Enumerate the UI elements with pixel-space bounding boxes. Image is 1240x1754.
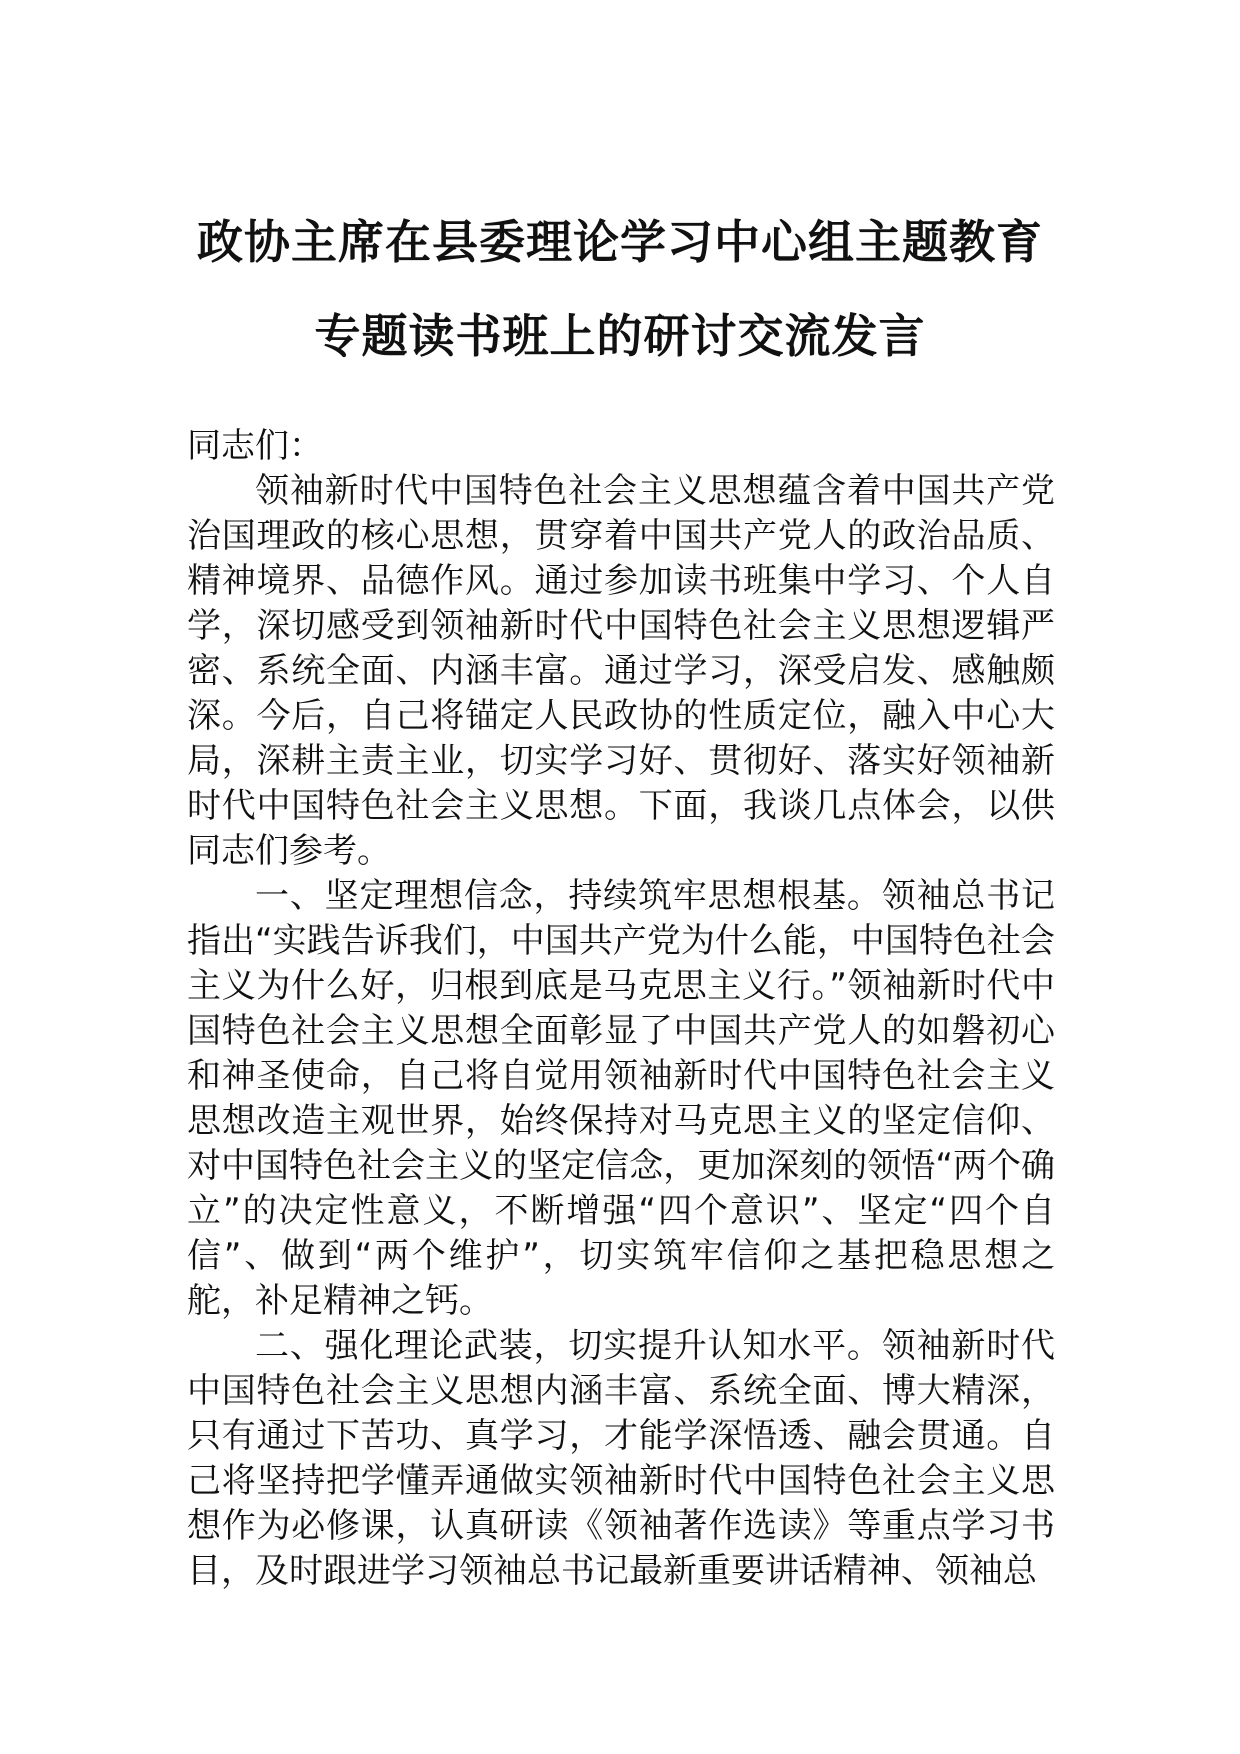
paragraph-intro [187,469,1055,874]
paragraph-text: 领袖新时代中国特色社会主义思想内涵丰富、系统全面、博大精深，只有通过下苦功、真学习，才能学深悟透、融会贯通。自己将坚持把学懂弄通做实领袖新时代中国特色社会主义思想作为必修课，认真研读《领袖著作选读》等重点学习书目，及时跟进学习领袖总书记最新重要讲话精神、领袖总 [187,1326,1056,1591]
document-title-line-1: 政协主席在县委理论学习中心组主题教育 [197,215,1043,269]
paragraph-section-1 [187,874,1055,1324]
salutation: 同志们： [187,426,323,466]
section-heading: 一、坚定理想信念，持续筑牢思想根基。 [255,876,882,916]
paragraph-text: 领袖总书记指出“实践告诉我们，中国共产党为什么能，中国特色社会主义为什么好，归根到底是马克思主义行。”领袖新时代中国特色社会主义思想全面彰显了中国共产党人的如磐初心和神圣使命，自己将自觉用领袖新时代中国特色社会主义思想改造主观世界，始终保持对马克思主义的坚定信仰、对中国特色社会主义的坚定信念，更加深刻的领悟“两个确立”的决定性意义，不断增强“四个意识”、坚定“四个自信”、做到“两个维护”，切实筑牢信仰之基把稳思想之舵，补足精神之钙。 [187,876,1056,1321]
paragraph-text: 领袖新时代中国特色社会主义思想蕴含着中国共产党治国理政的核心思想，贯穿着中国共产党人的政治品质、精神境界、品德作风。通过参加读书班集中学习、个人自学，深切感受到领袖新时代中国特色社会主义思想逻辑严密、系统全面、内涵丰富。通过学习，深受启发、感触颇深。今后，自己将锚定人民政协的性质定位，融入中心大局，深耕主责主业，切实学习好、贯彻好、落实好领袖新时代中国特色社会主义思想。下面，我谈几点体会，以供同志们参考。 [187,471,1055,871]
paragraph-section-2 [187,1324,1055,1594]
document-title-line-2: 专题读书班上的研讨交流发言 [314,309,926,363]
document-body [187,424,1055,1594]
section-heading: 二、强化理论武装，切实提升认知水平。 [255,1326,882,1366]
